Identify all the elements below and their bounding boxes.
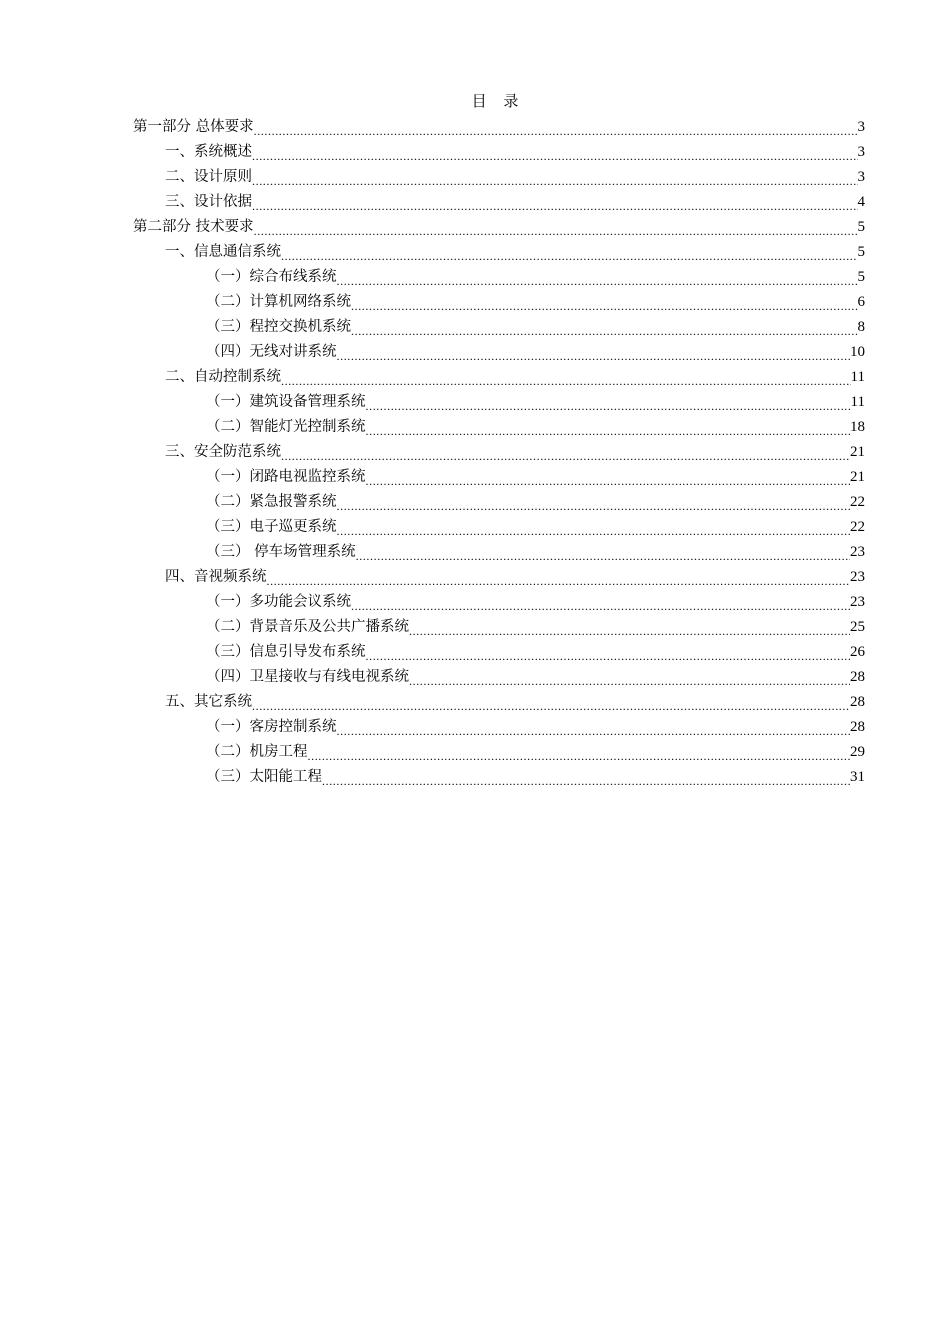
toc-entry-title: （三）电子巡更系统 — [206, 519, 337, 535]
toc-entry-title: （二）机房工程 — [206, 744, 308, 760]
toc-entry[interactable] — [133, 264, 865, 289]
toc-entry-title: 一、系统概述 — [165, 144, 252, 160]
toc-entry-page-number: 3 — [857, 169, 865, 185]
toc-entry[interactable] — [133, 689, 865, 714]
toc-entry[interactable] — [133, 214, 865, 239]
toc-entry-page-number: 6 — [857, 294, 865, 310]
dot-leader — [267, 569, 851, 589]
toc-entry-title: （二）背景音乐及公共广播系统 — [206, 619, 409, 635]
toc-entry-page-number: 31 — [850, 769, 865, 785]
toc-entry-title: （四）无线对讲系统 — [206, 344, 337, 360]
toc-entry-page-number: 29 — [850, 744, 865, 760]
toc-entry-page-number: 26 — [850, 644, 865, 660]
toc-entry-title: （一）多功能会议系统 — [206, 594, 351, 610]
toc-entry[interactable] — [133, 589, 865, 614]
toc-entry-title: 第一部分 总体要求 — [133, 119, 254, 135]
toc-entry[interactable] — [133, 514, 865, 539]
toc-entry-page-number: 22 — [850, 494, 865, 510]
dot-leader — [351, 294, 858, 314]
dot-leader — [337, 519, 851, 539]
toc-entry[interactable] — [133, 439, 865, 464]
toc-entry-title: 二、设计原则 — [165, 169, 252, 185]
toc-entry-page-number: 23 — [850, 594, 865, 610]
toc-entry[interactable] — [133, 389, 865, 414]
toc-entry-title: 四、音视频系统 — [165, 569, 267, 585]
toc-entry[interactable] — [133, 364, 865, 389]
toc-entry-title: （二）计算机网络系统 — [206, 294, 351, 310]
table-of-contents — [133, 114, 865, 789]
toc-entry-page-number: 3 — [857, 119, 865, 135]
toc-entry-page-number: 11 — [850, 369, 865, 385]
toc-entry[interactable] — [133, 139, 865, 164]
dot-leader — [252, 194, 858, 214]
toc-entry-title: （二）紧急报警系统 — [206, 494, 337, 510]
toc-entry[interactable] — [133, 639, 865, 664]
toc-entry-title: 三、安全防范系统 — [165, 444, 281, 460]
toc-entry[interactable] — [133, 664, 865, 689]
dot-leader — [254, 119, 858, 139]
dot-leader — [351, 594, 850, 614]
dot-leader — [356, 544, 850, 564]
toc-entry[interactable] — [133, 414, 865, 439]
toc-entry[interactable] — [133, 464, 865, 489]
dot-leader — [366, 419, 851, 439]
dot-leader — [252, 144, 858, 164]
toc-entry-page-number: 10 — [850, 344, 865, 360]
toc-entry-page-number: 28 — [850, 669, 865, 685]
dot-leader — [337, 719, 851, 739]
toc-entry[interactable] — [133, 164, 865, 189]
toc-entry[interactable] — [133, 339, 865, 364]
toc-entry-page-number: 3 — [857, 144, 865, 160]
toc-entry-page-number: 11 — [850, 394, 865, 410]
dot-leader — [308, 744, 851, 764]
toc-entry[interactable] — [133, 189, 865, 214]
toc-entry-page-number: 25 — [850, 619, 865, 635]
toc-entry-title: （一）建筑设备管理系统 — [206, 394, 366, 410]
toc-entry-title: （三） 停车场管理系统 — [206, 544, 356, 560]
toc-entry[interactable] — [133, 764, 865, 789]
dot-leader — [366, 469, 851, 489]
toc-entry-title: （一）闭路电视监控系统 — [206, 469, 366, 485]
dot-leader — [322, 769, 850, 789]
toc-entry[interactable] — [133, 539, 865, 564]
toc-entry-title: （三）程控交换机系统 — [206, 319, 351, 335]
dot-leader — [281, 369, 851, 389]
dot-leader — [337, 344, 851, 364]
toc-entry-title: 第二部分 技术要求 — [133, 219, 254, 235]
dot-leader — [366, 394, 851, 414]
toc-entry[interactable] — [133, 314, 865, 339]
toc-entry[interactable] — [133, 114, 865, 139]
toc-title: 目 录 — [471, 92, 525, 110]
dot-leader — [366, 644, 851, 664]
toc-entry-page-number: 23 — [850, 569, 865, 585]
dot-leader — [281, 444, 850, 464]
toc-entry-page-number: 28 — [850, 694, 865, 710]
toc-entry-title: 一、信息通信系统 — [165, 244, 281, 260]
toc-entry-page-number: 23 — [850, 544, 865, 560]
toc-entry-page-number: 18 — [850, 419, 865, 435]
toc-entry[interactable] — [133, 489, 865, 514]
dot-leader — [254, 219, 858, 239]
toc-entry-page-number: 4 — [857, 194, 865, 210]
dot-leader — [337, 494, 851, 514]
dot-leader — [252, 169, 858, 189]
toc-entry-page-number: 22 — [850, 519, 865, 535]
dot-leader — [252, 694, 850, 714]
dot-leader — [409, 669, 850, 689]
toc-entry-title: 五、其它系统 — [165, 694, 252, 710]
toc-entry-page-number: 21 — [850, 444, 865, 460]
toc-entry-page-number: 21 — [850, 469, 865, 485]
toc-entry[interactable] — [133, 714, 865, 739]
dot-leader — [337, 269, 858, 289]
toc-entry-page-number: 8 — [857, 319, 865, 335]
toc-entry-title: 三、设计依据 — [165, 194, 252, 210]
toc-entry-title: （二）智能灯光控制系统 — [206, 419, 366, 435]
toc-entry-page-number: 28 — [850, 719, 865, 735]
dot-leader — [281, 244, 858, 264]
toc-entry-title: （三）太阳能工程 — [206, 769, 322, 785]
toc-entry-title: （一）综合布线系统 — [206, 269, 337, 285]
toc-entry-title: （一）客房控制系统 — [206, 719, 337, 735]
dot-leader — [351, 319, 858, 339]
toc-entry[interactable] — [133, 289, 865, 314]
toc-entry[interactable] — [133, 564, 865, 589]
toc-entry-page-number: 5 — [857, 244, 865, 260]
toc-entry[interactable] — [133, 614, 865, 639]
toc-entry[interactable] — [133, 239, 865, 264]
toc-entry-page-number: 5 — [857, 269, 865, 285]
toc-entry-title: （四）卫星接收与有线电视系统 — [206, 669, 409, 685]
dot-leader — [409, 619, 850, 639]
toc-entry[interactable] — [133, 739, 865, 764]
toc-entry-title: （三）信息引导发布系统 — [206, 644, 366, 660]
toc-entry-title: 二、自动控制系统 — [165, 369, 281, 385]
toc-entry-page-number: 5 — [857, 219, 865, 235]
